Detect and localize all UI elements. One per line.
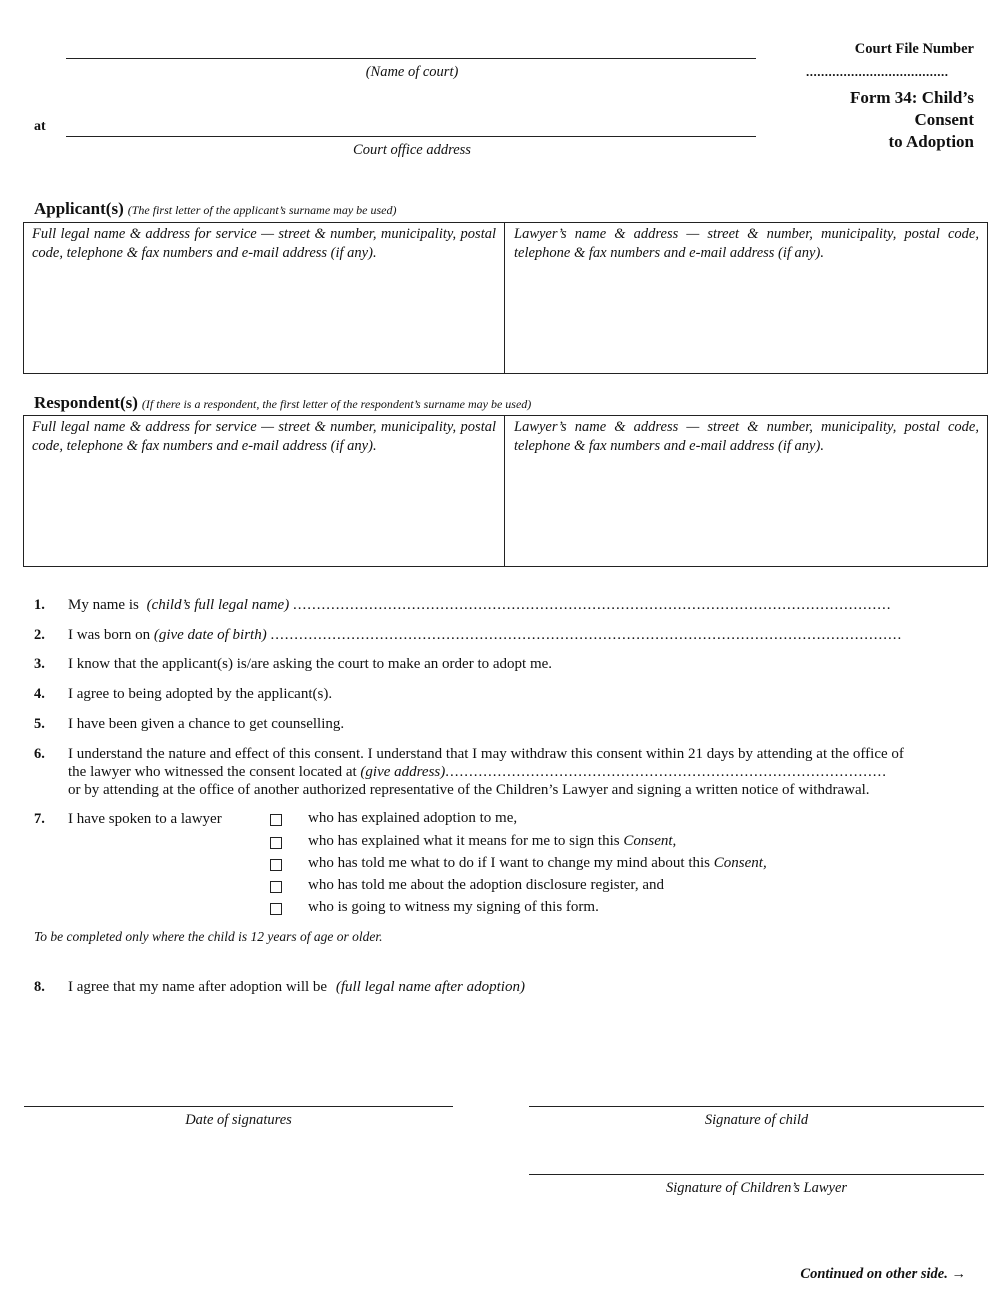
- applicants-title: Applicant(s): [34, 199, 124, 218]
- lawyer-address-field[interactable]: .............................................................................................: [445, 764, 887, 780]
- item-4-number: 4.: [34, 686, 45, 702]
- date-signature-line[interactable]: [24, 1106, 453, 1107]
- option-change-mind: [308, 855, 767, 872]
- item-3-number: 3.: [34, 656, 45, 672]
- item-6-number: 6.: [34, 746, 45, 762]
- form-title-line1: Form 34: Child’s: [849, 88, 974, 107]
- court-name-line[interactable]: [66, 58, 756, 59]
- applicants-note: (The first letter of the applicant’s surname may be used): [127, 203, 397, 217]
- item-5-number: 5.: [34, 716, 45, 732]
- option-explained-adoption: who has explained adoption to me,: [308, 810, 518, 826]
- option-explained-consent-word: Consent,: [623, 833, 677, 849]
- item-8-hint: (full legal name after adoption): [335, 979, 525, 995]
- checkbox-disclosure-register[interactable]: [270, 881, 282, 893]
- court-office-caption: Court office address: [353, 142, 471, 158]
- applicant-lawyer-cell[interactable]: Lawyer’s name & address — street & number, municipality, postal code, telephone & fax numbers and e-mail address (if any).: [514, 226, 979, 261]
- form-title-line3: to Adoption: [888, 132, 974, 151]
- applicants-box: [23, 222, 988, 374]
- at-label: at: [34, 119, 46, 134]
- respondents-title: Respondent(s): [34, 393, 138, 412]
- form-title-line2: Consent: [914, 110, 974, 129]
- applicant-info-cell[interactable]: Full legal name & address for service — street & number, municipality, postal code, telephone & fax numbers and e-mail address (if any).: [24, 223, 505, 373]
- item-1-hint: (child’s full legal name): [146, 597, 290, 613]
- item-6-line1: I understand the nature and effect of this consent. I understand that I may withdraw this consent within 21 days by attending at the office of: [68, 746, 904, 762]
- child-name-field[interactable]: ..............................................................................................................................: [292, 597, 892, 613]
- option-disclosure-register: who has told me about the adoption disclosure register, and: [308, 877, 664, 893]
- item-7-number: 7.: [34, 811, 45, 827]
- age-note: To be completed only where the child is 12 years of age or older.: [34, 929, 383, 944]
- item-7-text: I have spoken to a lawyer: [68, 811, 222, 827]
- checkbox-witness-signing[interactable]: [270, 903, 282, 915]
- applicants-heading: [34, 199, 396, 219]
- item-4-text: I agree to being adopted by the applicant(s).: [68, 686, 333, 702]
- option-explained-consent: [308, 833, 676, 850]
- checkbox-explained-consent[interactable]: [270, 837, 282, 849]
- respondents-heading: [34, 393, 531, 413]
- respondent-info-cell[interactable]: Full legal name & address for service — street & number, municipality, postal code, telephone & fax numbers and e-mail address (if any).: [24, 416, 505, 566]
- lawyer-signature-line[interactable]: [529, 1174, 984, 1175]
- item-6-hint: (give address): [360, 764, 446, 780]
- item-1: [68, 596, 980, 614]
- name-of-court-caption: (Name of court): [365, 64, 459, 80]
- item-2: [68, 626, 980, 644]
- item-1-text: My name is: [68, 597, 139, 613]
- birth-date-field[interactable]: .....................................................................................................................................: [270, 627, 903, 643]
- lawyer-signature-caption: Signature of Children’s Lawyer: [665, 1180, 848, 1196]
- respondents-note: (If there is a respondent, the first letter of the respondent’s surname may be used): [141, 397, 532, 411]
- option-explained-consent-text: who has explained what it means for me to sign this: [308, 833, 620, 849]
- checkbox-explained-adoption[interactable]: [270, 814, 282, 826]
- court-file-number-label: Court File Number: [854, 41, 974, 57]
- continued-text: Continued on other side.: [800, 1266, 948, 1282]
- item-6-line2: [68, 763, 968, 781]
- new-name-field[interactable]: [68, 1002, 980, 1082]
- item-6-line3: or by attending at the office of another authorized representative of the Children’s Lawyer and signing a written notice of withdrawal.: [68, 782, 870, 798]
- item-8-text: I agree that my name after adoption will be: [68, 979, 328, 995]
- court-file-number-field[interactable]: ......................................: [806, 64, 949, 79]
- item-1-number: 1.: [34, 597, 45, 613]
- checkbox-change-mind[interactable]: [270, 859, 282, 871]
- option-change-mind-word: Consent,: [713, 855, 767, 871]
- respondents-box: [23, 415, 988, 567]
- respondent-lawyer-cell[interactable]: Lawyer’s name & address — street & number, municipality, postal code, telephone & fax numbers and e-mail address (if any).: [514, 419, 979, 454]
- item-2-number: 2.: [34, 627, 45, 643]
- item-5-text: I have been given a chance to get counselling.: [68, 716, 345, 732]
- child-signature-caption: Signature of child: [704, 1112, 809, 1128]
- item-2-text: I was born on: [68, 627, 151, 643]
- item-6-line2-text: the lawyer who witnessed the consent located at: [68, 764, 357, 780]
- continued-note: [740, 1266, 966, 1283]
- item-2-hint: (give date of birth): [153, 627, 267, 643]
- court-office-address-line[interactable]: [66, 136, 756, 137]
- item-8-number: 8.: [34, 979, 45, 995]
- form-title: [790, 87, 974, 153]
- item-3-text: I know that the applicant(s) is/are asking the court to make an order to adopt me.: [68, 656, 553, 672]
- arrow-right-icon: →: [951, 1266, 966, 1282]
- item-8: [68, 978, 525, 996]
- option-change-mind-text: who has told me what to do if I want to change my mind about this: [308, 855, 711, 871]
- child-signature-line[interactable]: [529, 1106, 984, 1107]
- option-witness-signing: who is going to witness my signing of this form.: [308, 899, 599, 915]
- date-signatures-caption: Date of signatures: [185, 1112, 292, 1128]
